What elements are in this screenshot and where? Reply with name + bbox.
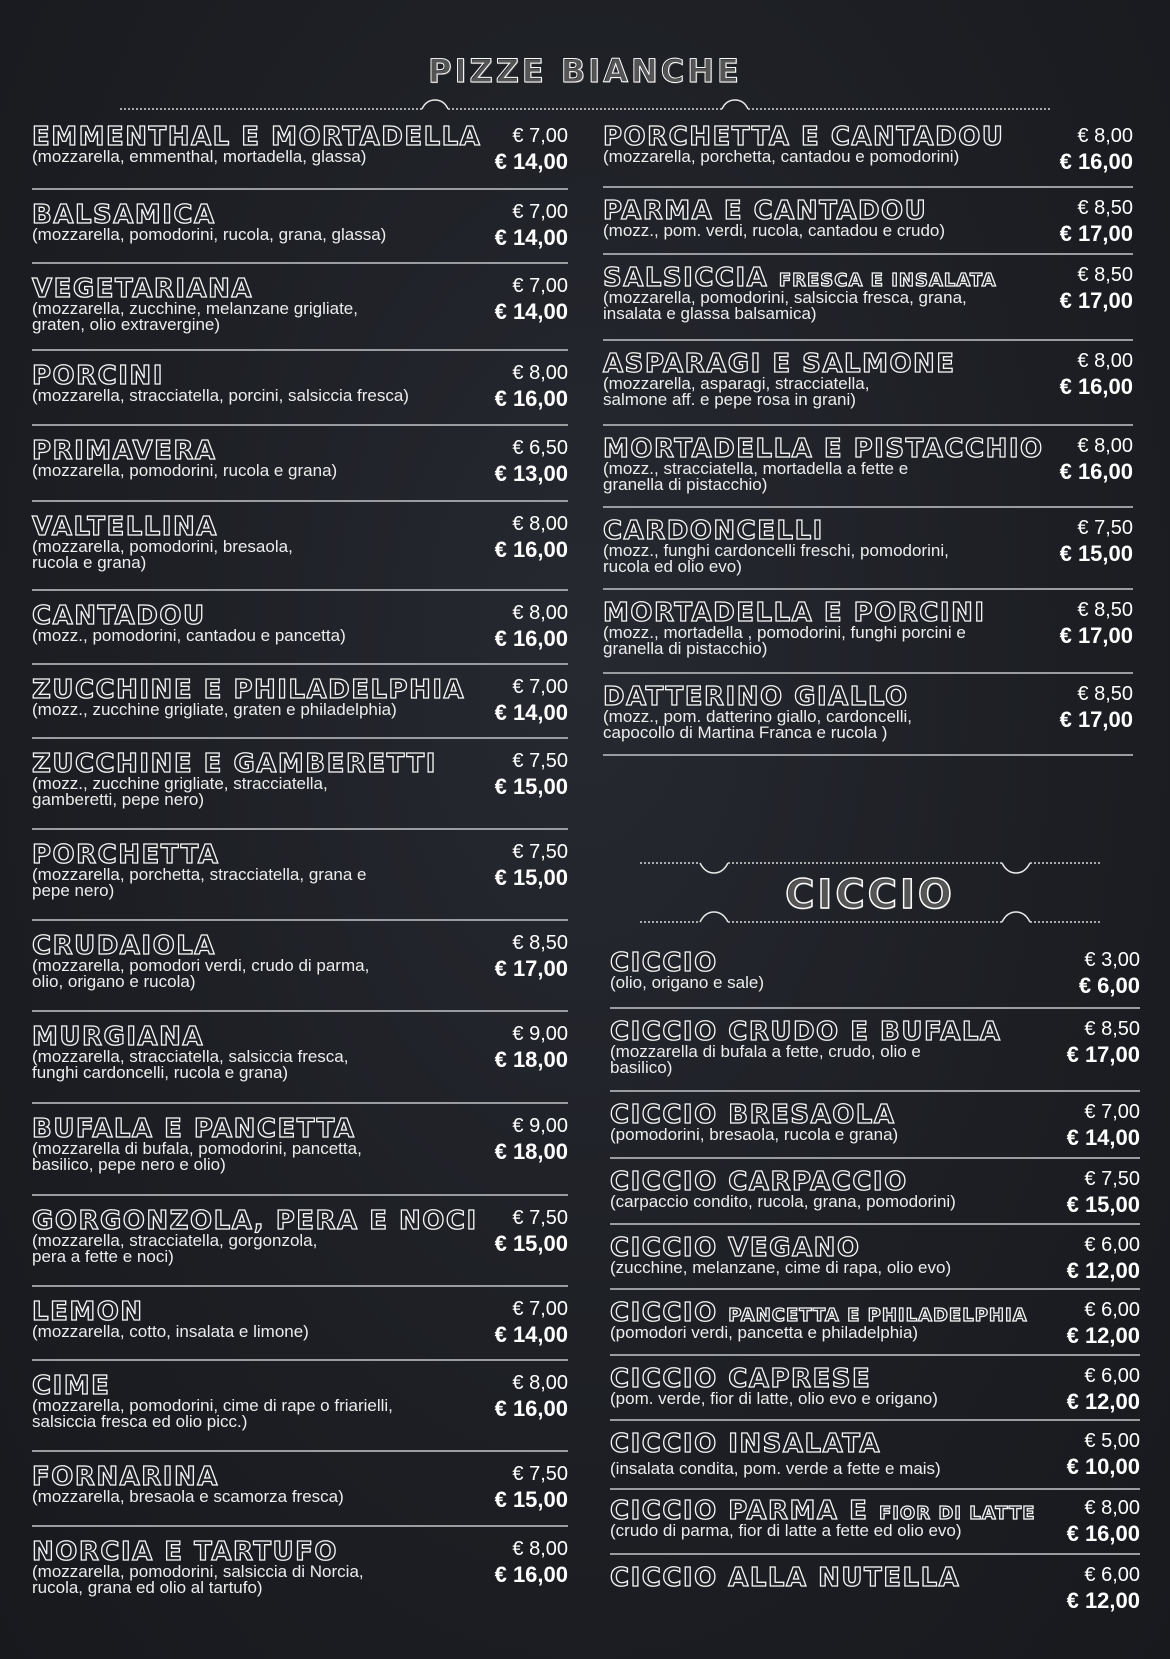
price-small: € 8,00 — [512, 602, 568, 624]
price-small: € 7,50 — [1084, 1168, 1140, 1190]
item-description: (mozzarella, stracciatella, gorgonzola, pera a fette e noci) — [32, 1231, 318, 1266]
price-large: € 18,00 — [494, 1139, 568, 1164]
item-name: MORTADELLA E PORCINI — [603, 598, 986, 628]
price-small: € 7,00 — [512, 676, 568, 698]
item-name: PARMA E CANTADOU — [603, 196, 928, 226]
item-name: CICCIO PANCETTA E PHILADELPHIA — [610, 1298, 1028, 1328]
price-small: € 7,50 — [512, 1463, 568, 1485]
item-name: EMMENTHAL E MORTADELLA — [32, 122, 482, 152]
menu-item — [32, 122, 568, 190]
price-large: € 16,00 — [494, 626, 568, 651]
pizze-bianche-left-column — [32, 122, 568, 1612]
price-large: € 18,00 — [494, 1047, 568, 1072]
item-description: (mozzarella di bufala a fette, crudo, olio e basilico) — [610, 1042, 921, 1077]
menu-item — [32, 591, 568, 665]
price-small: € 7,50 — [1077, 517, 1133, 539]
menu-item — [603, 341, 1133, 426]
item-prices — [1060, 682, 1133, 732]
price-large: € 16,00 — [1059, 459, 1133, 484]
item-prices — [495, 512, 568, 562]
item-description: (mozz., stracciatella, mortadella a fette e granella di pistacchio) — [603, 459, 909, 494]
price-small: € 7,00 — [1084, 1101, 1140, 1123]
item-name: CICCIO PARMA E FIOR DI LATTE — [610, 1496, 1036, 1526]
item-prices — [495, 601, 568, 651]
pizze-bianche-title: PIZZE BIANCHE — [428, 52, 742, 90]
item-prices — [495, 1114, 568, 1164]
price-small: € 7,50 — [512, 750, 568, 772]
price-small: € 8,50 — [1077, 264, 1133, 286]
item-name: CIME — [32, 1371, 111, 1401]
menu-item — [610, 1290, 1140, 1356]
item-name: CICCIO CARPACCIO — [610, 1167, 908, 1197]
item-description: (pomodorini, bresaola, rucola e grana) — [610, 1125, 899, 1144]
item-name: CICCIO CRUDO E BUFALA — [610, 1017, 1002, 1047]
menu-item — [610, 1092, 1140, 1159]
price-large: € 12,00 — [1066, 1323, 1140, 1348]
item-description: (mozzarella, stracciatella, salsiccia fresca, funghi cardoncelli, rucola e grana) — [32, 1047, 349, 1082]
item-description: (mozz., pom. datterino giallo, cardoncelli, capocollo di Martina Franca e rucola ) — [603, 707, 912, 742]
item-name: FORNARINA — [32, 1462, 219, 1492]
item-prices — [495, 1462, 568, 1512]
item-name: ZUCCHINE E PHILADELPHIA — [32, 675, 466, 705]
item-description: (mozzarella, pomodorini, salsiccia di Norcia, rucola, grana ed olio al tartufo) — [32, 1562, 364, 1597]
menu-item — [603, 122, 1133, 188]
item-name: BUFALA E PANCETTA — [32, 1114, 356, 1144]
price-small: € 8,00 — [1084, 1497, 1140, 1519]
menu-item — [603, 426, 1133, 508]
item-description: (mozz., pom. verdi, rucola, cantadou e crudo) — [603, 221, 946, 240]
item-name: NORCIA E TARTUFO — [32, 1537, 339, 1567]
item-name: PORCINI — [32, 361, 164, 391]
menu-item — [32, 426, 568, 502]
price-large: € 17,00 — [494, 956, 568, 981]
item-name: BALSAMICA — [32, 200, 216, 230]
item-description: (mozzarella, pomodorini, cime di rape o friarielli, salsiccia fresca ed olio picc.) — [32, 1396, 393, 1431]
item-name: CICCIO BRESAOLA — [610, 1100, 896, 1130]
price-large: € 17,00 — [1059, 623, 1133, 648]
price-large: € 12,00 — [1066, 1258, 1140, 1283]
ciccio-column — [610, 946, 1140, 1615]
item-prices — [1079, 948, 1140, 998]
price-large: € 12,00 — [1066, 1588, 1140, 1613]
item-prices — [495, 436, 568, 486]
item-prices — [495, 1371, 568, 1421]
item-name: SALSICCIA FRESCA E INSALATA — [603, 263, 997, 293]
menu-item — [610, 1009, 1140, 1092]
pizze-bianche-right-column — [603, 122, 1133, 756]
price-large: € 15,00 — [494, 1231, 568, 1256]
price-large: € 14,00 — [494, 299, 568, 324]
item-name: CICCIO VEGANO — [610, 1233, 861, 1263]
price-large: € 16,00 — [1059, 149, 1133, 174]
ciccio-title: CICCIO — [785, 872, 955, 918]
item-prices — [1060, 349, 1133, 399]
item-description: (mozzarella, porchetta, stracciatella, grana e pepe nero) — [32, 865, 367, 900]
price-large: € 17,00 — [1059, 707, 1133, 732]
price-small: € 7,50 — [512, 841, 568, 863]
item-description: (mozzarella, pomodorini, salsiccia fresca, grana, insalata e glassa balsamica) — [603, 288, 967, 323]
item-description: (mozzarella di bufala, pomodorini, pancetta, basilico, pepe nero e olio) — [32, 1139, 362, 1174]
price-small: € 3,00 — [1084, 949, 1140, 971]
price-small: € 5,00 — [1084, 1430, 1140, 1452]
price-small: € 8,00 — [512, 1372, 568, 1394]
item-name: CANTADOU — [32, 601, 206, 631]
price-large: € 12,00 — [1066, 1389, 1140, 1414]
item-name: VALTELLINA — [32, 512, 218, 542]
menu-item — [603, 188, 1133, 255]
price-small: € 8,50 — [1077, 599, 1133, 621]
menu-item — [32, 351, 568, 426]
price-large: € 16,00 — [1059, 374, 1133, 399]
item-prices — [1067, 1017, 1140, 1067]
menu-item — [32, 1104, 568, 1196]
price-large: € 16,00 — [494, 386, 568, 411]
item-prices — [495, 840, 568, 890]
item-prices — [495, 1206, 568, 1256]
item-description: (mozz., pomodorini, cantadou e pancetta) — [32, 626, 346, 645]
item-prices — [1060, 434, 1133, 484]
price-small: € 7,00 — [512, 201, 568, 223]
price-small: € 8,00 — [512, 1538, 568, 1560]
item-name: CICCIO ALLA NUTELLA — [610, 1563, 961, 1593]
item-description: (insalata condita, pom. verde a fette e mais) — [610, 1459, 941, 1478]
price-small: € 7,00 — [512, 125, 568, 147]
price-large: € 16,00 — [494, 1562, 568, 1587]
price-large: € 15,00 — [1059, 541, 1133, 566]
item-prices — [1067, 1364, 1140, 1414]
item-name: MORTADELLA E PISTACCHIO — [603, 434, 1044, 464]
price-small: € 6,00 — [1084, 1234, 1140, 1256]
item-description: (pomodori verdi, pancetta e philadelphia) — [610, 1323, 919, 1342]
item-prices — [495, 931, 568, 981]
price-small: € 8,00 — [1077, 350, 1133, 372]
price-large: € 15,00 — [1066, 1192, 1140, 1217]
price-large: € 16,00 — [494, 537, 568, 562]
item-name: PORCHETTA — [32, 840, 220, 870]
item-name: VEGETARIANA — [32, 274, 254, 304]
item-prices — [1060, 196, 1133, 246]
price-large: € 14,00 — [494, 225, 568, 250]
item-prices — [495, 124, 568, 174]
menu-item — [32, 502, 568, 591]
price-small: € 7,00 — [512, 1298, 568, 1320]
menu-item — [610, 1356, 1140, 1421]
price-large: € 16,00 — [1066, 1521, 1140, 1546]
item-description: (mozz., zucchine grigliate, stracciatella, gamberetti, pepe nero) — [32, 774, 328, 809]
menu-item — [32, 1287, 568, 1361]
item-description: (mozz., zucchine grigliate, graten e philadelphia) — [32, 700, 397, 719]
menu-item — [610, 1555, 1140, 1615]
item-description: (mozzarella, zucchine, melanzane grigliate, graten, olio extravergine) — [32, 299, 358, 334]
item-description: (mozzarella, pomodorini, rucola e grana) — [32, 461, 338, 480]
price-small: € 6,00 — [1084, 1365, 1140, 1387]
price-small: € 8,00 — [1077, 435, 1133, 457]
item-description: (olio, origano e sale) — [610, 973, 765, 992]
item-name: CARDONCELLI — [603, 516, 824, 546]
price-small: € 8,50 — [1084, 1018, 1140, 1040]
item-description: (mozzarella, pomodori verdi, crudo di parma, olio, origano e rucola) — [32, 956, 370, 991]
menu-item — [603, 674, 1133, 756]
item-prices — [1067, 1167, 1140, 1217]
price-small: € 8,00 — [512, 513, 568, 535]
price-large: € 14,00 — [494, 149, 568, 174]
item-name: MURGIANA — [32, 1022, 205, 1052]
item-name: ZUCCHINE E GAMBERETTI — [32, 749, 437, 779]
menu-item — [32, 190, 568, 264]
price-large: € 6,00 — [1078, 973, 1140, 998]
menu-item — [32, 665, 568, 739]
price-large: € 17,00 — [1066, 1042, 1140, 1067]
item-prices — [495, 675, 568, 725]
menu-item — [32, 830, 568, 921]
item-prices — [495, 1297, 568, 1347]
price-large: € 15,00 — [494, 774, 568, 799]
item-name: CICCIO — [610, 948, 718, 978]
menu-item — [603, 255, 1133, 341]
item-prices — [1067, 1298, 1140, 1348]
item-description: (mozzarella, cotto, insalata e limone) — [32, 1322, 309, 1341]
item-prices — [1067, 1429, 1140, 1479]
menu-item — [32, 1012, 568, 1104]
price-small: € 8,50 — [1077, 683, 1133, 705]
menu-item — [32, 1452, 568, 1527]
item-description: (carpaccio condito, rucola, grana, pomodorini) — [610, 1192, 956, 1211]
price-small: € 6,00 — [1084, 1299, 1140, 1321]
item-prices — [1060, 263, 1133, 313]
item-prices — [1060, 124, 1133, 174]
item-prices — [1067, 1563, 1140, 1613]
item-prices — [1067, 1233, 1140, 1283]
menu-item — [32, 1196, 568, 1287]
item-prices — [495, 200, 568, 250]
ciccio-title-divider-bottom — [640, 908, 1110, 928]
item-description: (mozzarella, stracciatella, porcini, salsiccia fresca) — [32, 386, 409, 405]
item-prices — [495, 361, 568, 411]
item-prices — [495, 749, 568, 799]
price-small: € 9,00 — [512, 1115, 568, 1137]
item-description: (mozz., funghi cardoncelli freschi, pomodorini, rucola ed olio evo) — [603, 541, 949, 576]
pizze-title-divider — [120, 98, 1080, 118]
price-large: € 14,00 — [494, 1322, 568, 1347]
price-large: € 13,00 — [494, 461, 568, 486]
price-large: € 16,00 — [494, 1396, 568, 1421]
menu-item — [610, 1225, 1140, 1290]
price-large: € 10,00 — [1066, 1454, 1140, 1479]
price-large: € 14,00 — [1066, 1125, 1140, 1150]
item-prices — [1060, 516, 1133, 566]
item-description: (mozzarella, asparagi, stracciatella, salmone aff. e pepe rosa in grani) — [603, 374, 870, 409]
item-description: (mozzarella, porchetta, cantadou e pomodorini) — [603, 147, 960, 166]
price-small: € 8,00 — [512, 362, 568, 384]
item-description: (crudo di parma, fior di latte a fette ed olio evo) — [610, 1521, 962, 1540]
price-large: € 17,00 — [1059, 221, 1133, 246]
item-prices — [495, 1022, 568, 1072]
price-small: € 8,50 — [512, 932, 568, 954]
price-large: € 15,00 — [494, 865, 568, 890]
item-name: ASPARAGI E SALMONE — [603, 349, 956, 379]
price-small: € 8,00 — [1077, 125, 1133, 147]
price-large: € 14,00 — [494, 700, 568, 725]
item-prices — [495, 274, 568, 324]
menu-item — [32, 1527, 568, 1612]
item-description: (mozzarella, emmenthal, mortadella, glassa) — [32, 147, 367, 166]
item-name: PORCHETTA E CANTADOU — [603, 122, 1005, 152]
price-small: € 8,50 — [1077, 197, 1133, 219]
menu-item — [603, 508, 1133, 590]
menu-item — [32, 921, 568, 1012]
item-description: (zucchine, melanzane, cime di rapa, olio evo) — [610, 1258, 952, 1277]
menu-item — [610, 1421, 1140, 1490]
price-small: € 6,50 — [512, 437, 568, 459]
price-small: € 6,00 — [1084, 1564, 1140, 1586]
menu-item — [610, 1490, 1140, 1555]
menu-item — [32, 1361, 568, 1452]
menu-item — [610, 946, 1140, 1009]
item-name: GORGONZOLA, PERA E NOCI — [32, 1206, 478, 1236]
item-name: CICCIO CAPRESE — [610, 1364, 872, 1394]
price-small: € 7,50 — [512, 1207, 568, 1229]
item-prices — [1067, 1496, 1140, 1546]
price-large: € 17,00 — [1059, 288, 1133, 313]
item-description: (pom. verde, fior di latte, olio evo e origano) — [610, 1389, 938, 1408]
price-small: € 9,00 — [512, 1023, 568, 1045]
price-small: € 7,00 — [512, 275, 568, 297]
menu-item — [32, 264, 568, 351]
price-large: € 15,00 — [494, 1487, 568, 1512]
item-prices — [495, 1537, 568, 1587]
item-description: (mozzarella, pomodorini, bresaola, rucola e grana) — [32, 537, 293, 572]
item-prices — [1067, 1100, 1140, 1150]
item-prices — [1060, 598, 1133, 648]
item-name: CICCIO INSALATA — [610, 1429, 882, 1459]
item-description: (mozzarella, bresaola e scamorza fresca) — [32, 1487, 344, 1506]
item-name: LEMON — [32, 1297, 144, 1327]
menu-item — [610, 1159, 1140, 1225]
menu-item — [32, 739, 568, 830]
menu-item — [603, 590, 1133, 674]
item-name: PRIMAVERA — [32, 436, 217, 466]
item-name: DATTERINO GIALLO — [603, 682, 909, 712]
item-description: (mozzarella, pomodorini, rucola, grana, glassa) — [32, 225, 387, 244]
item-name: CRUDAIOLA — [32, 931, 216, 961]
item-description: (mozz., mortadella , pomodorini, funghi porcini e granella di pistacchio) — [603, 623, 966, 658]
